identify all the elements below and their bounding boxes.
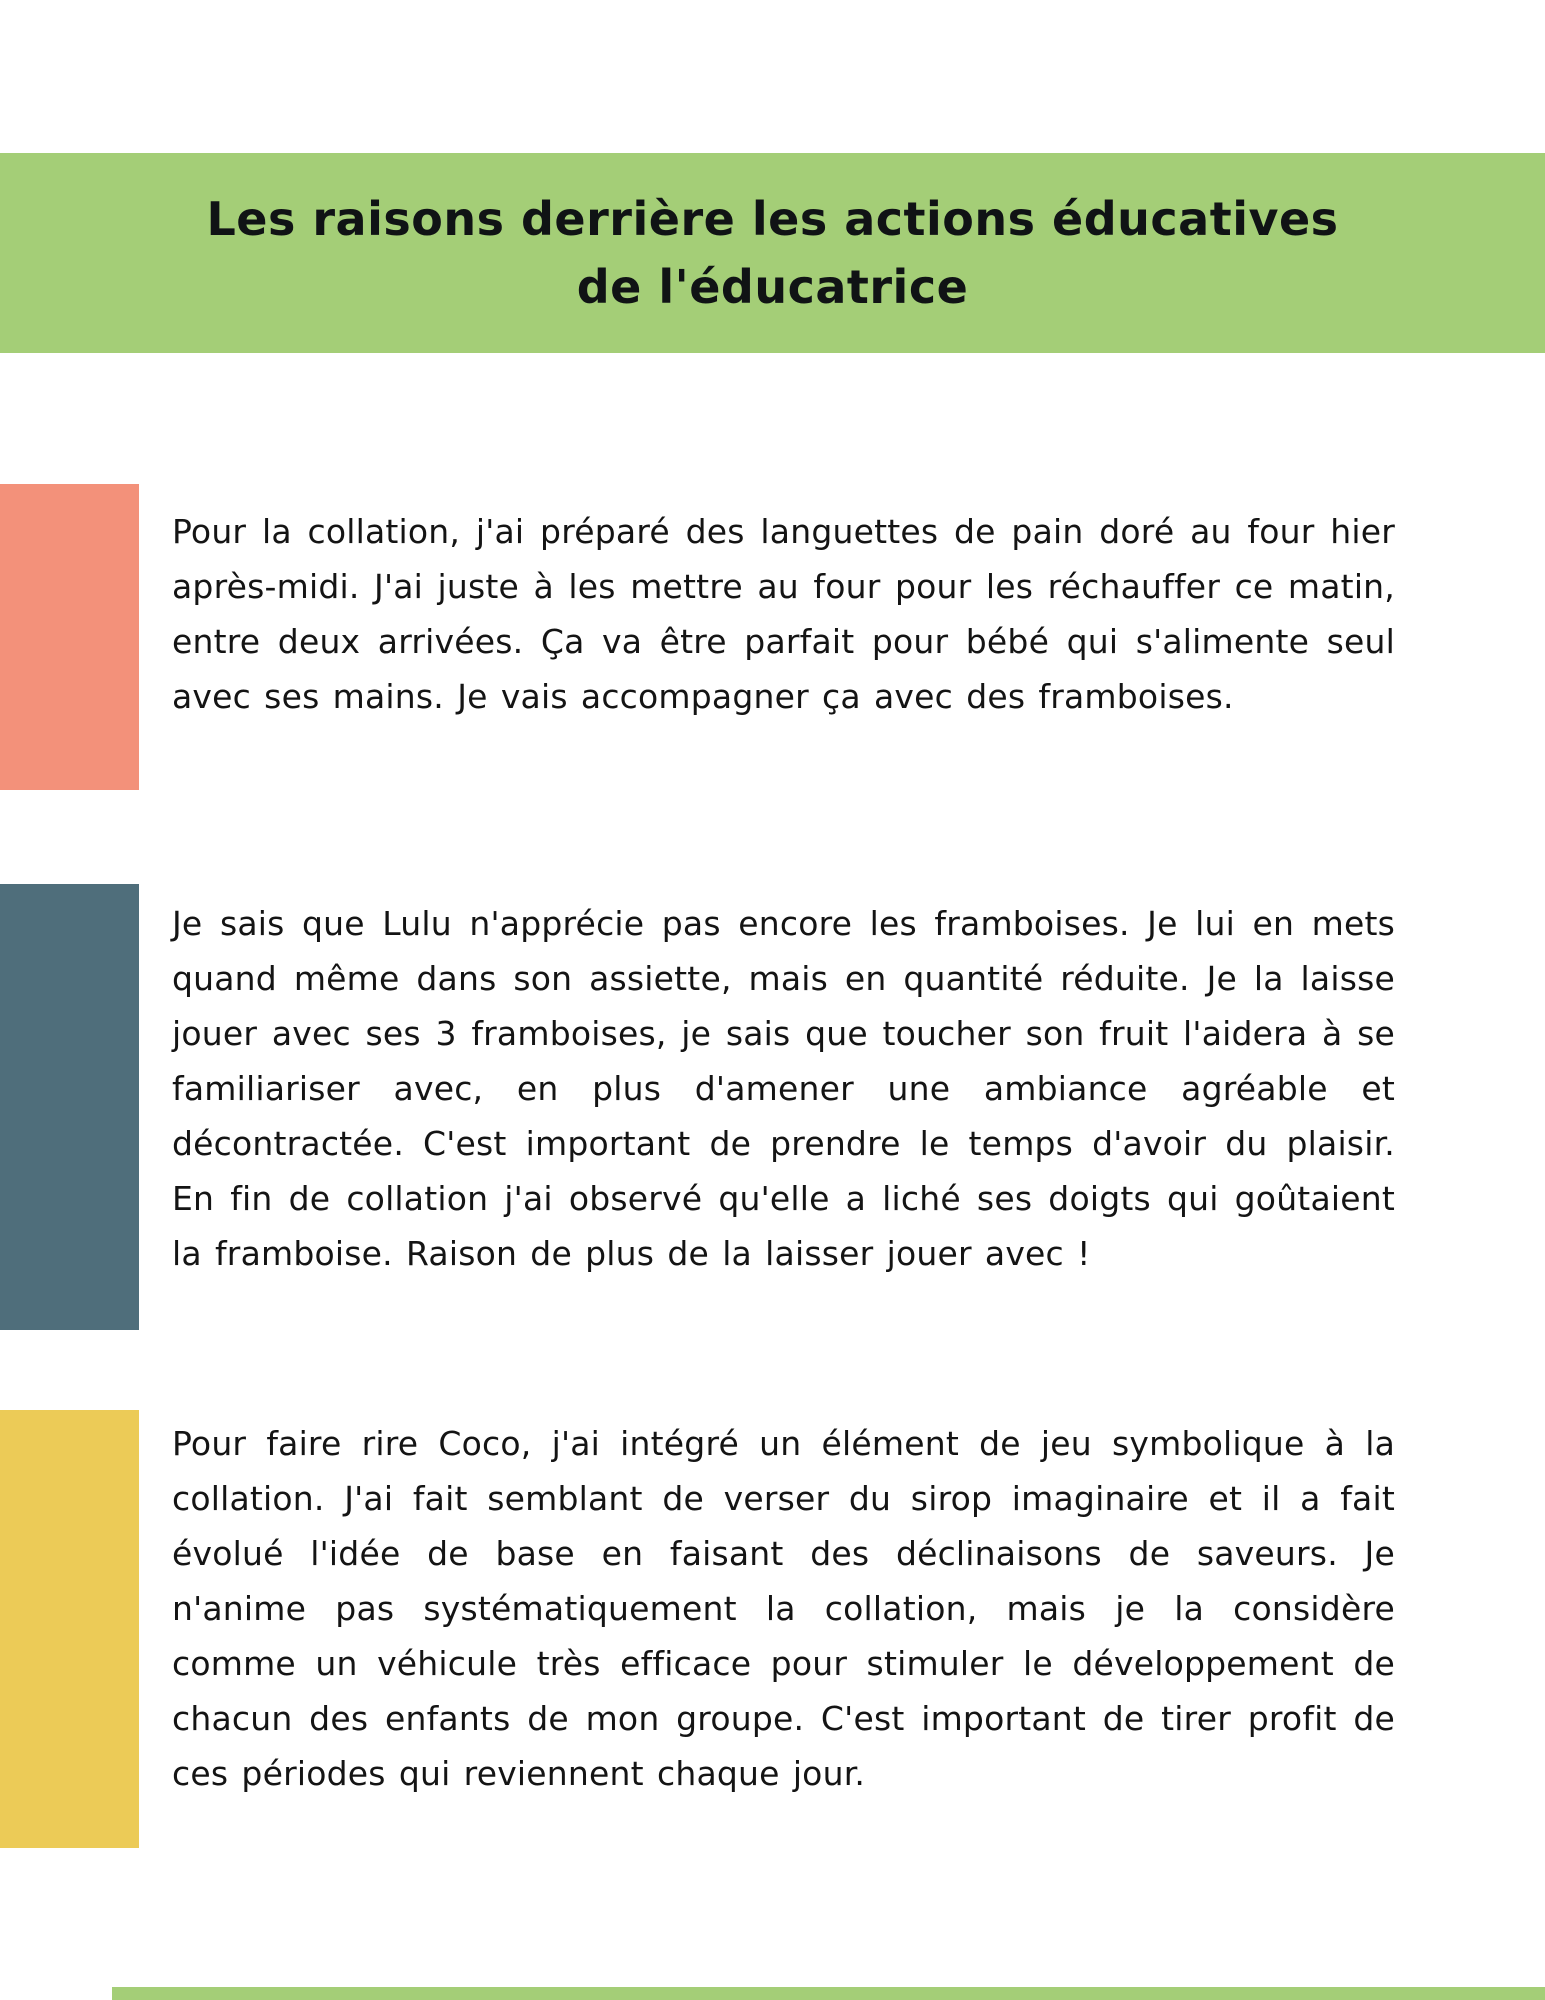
title-band [0, 153, 1545, 353]
page-title-line-1: Les raisons derrière les actions éducatives [206, 192, 1339, 246]
salmon-accent-bar [0, 484, 139, 790]
paragraph-block-2 [0, 884, 1545, 1330]
slate-accent-bar [0, 884, 139, 1330]
paragraph-text-3: Pour faire rire Coco, j'ai intégré un élément de jeu symbolique à la collation. J'ai fait semblant de verser du sirop imaginaire et il a fait évolué l'idée de base en faisant des déclinaisons de saveurs. Je n'anime pas systématiquement la collation, mais je la considère comme un véhicule très efficace pour stimuler le développement de chacun des enfants de mon groupe. C'est important de tirer profit de ces périodes qui reviennent chaque jour. [172, 1424, 1395, 1793]
yellow-accent-bar [0, 1410, 139, 1848]
paragraph-text-1: Pour la collation, j'ai préparé des languettes de pain doré au four hier après-midi. J'ai juste à les mettre au four pour les réchauffer ce matin, entre deux arrivées. Ça va être parfait pour bébé qui s'alimente seul avec ses mains. Je vais accompagner ça avec des framboises. [172, 512, 1395, 716]
footer-green-strip [112, 1987, 1545, 2000]
paragraph-block-3 [0, 1410, 1545, 1848]
paragraph-text-2: Je sais que Lulu n'apprécie pas encore les framboises. Je lui en mets quand même dans son assiette, mais en quantité réduite. Je la laisse jouer avec ses 3 framboises, je sais que toucher son fruit l'aidera à se familiariser avec, en plus d'amener une ambiance agréable et décontractée. C'est important de prendre le temps d'avoir du plaisir. En fin de collation j'ai observé qu'elle a liché ses doigts qui goûtaient la framboise. Raison de plus de la laisser jouer avec ! [172, 904, 1395, 1273]
paragraph-block-1 [0, 484, 1545, 790]
page-title-line-2: de l'éducatrice [576, 260, 969, 314]
